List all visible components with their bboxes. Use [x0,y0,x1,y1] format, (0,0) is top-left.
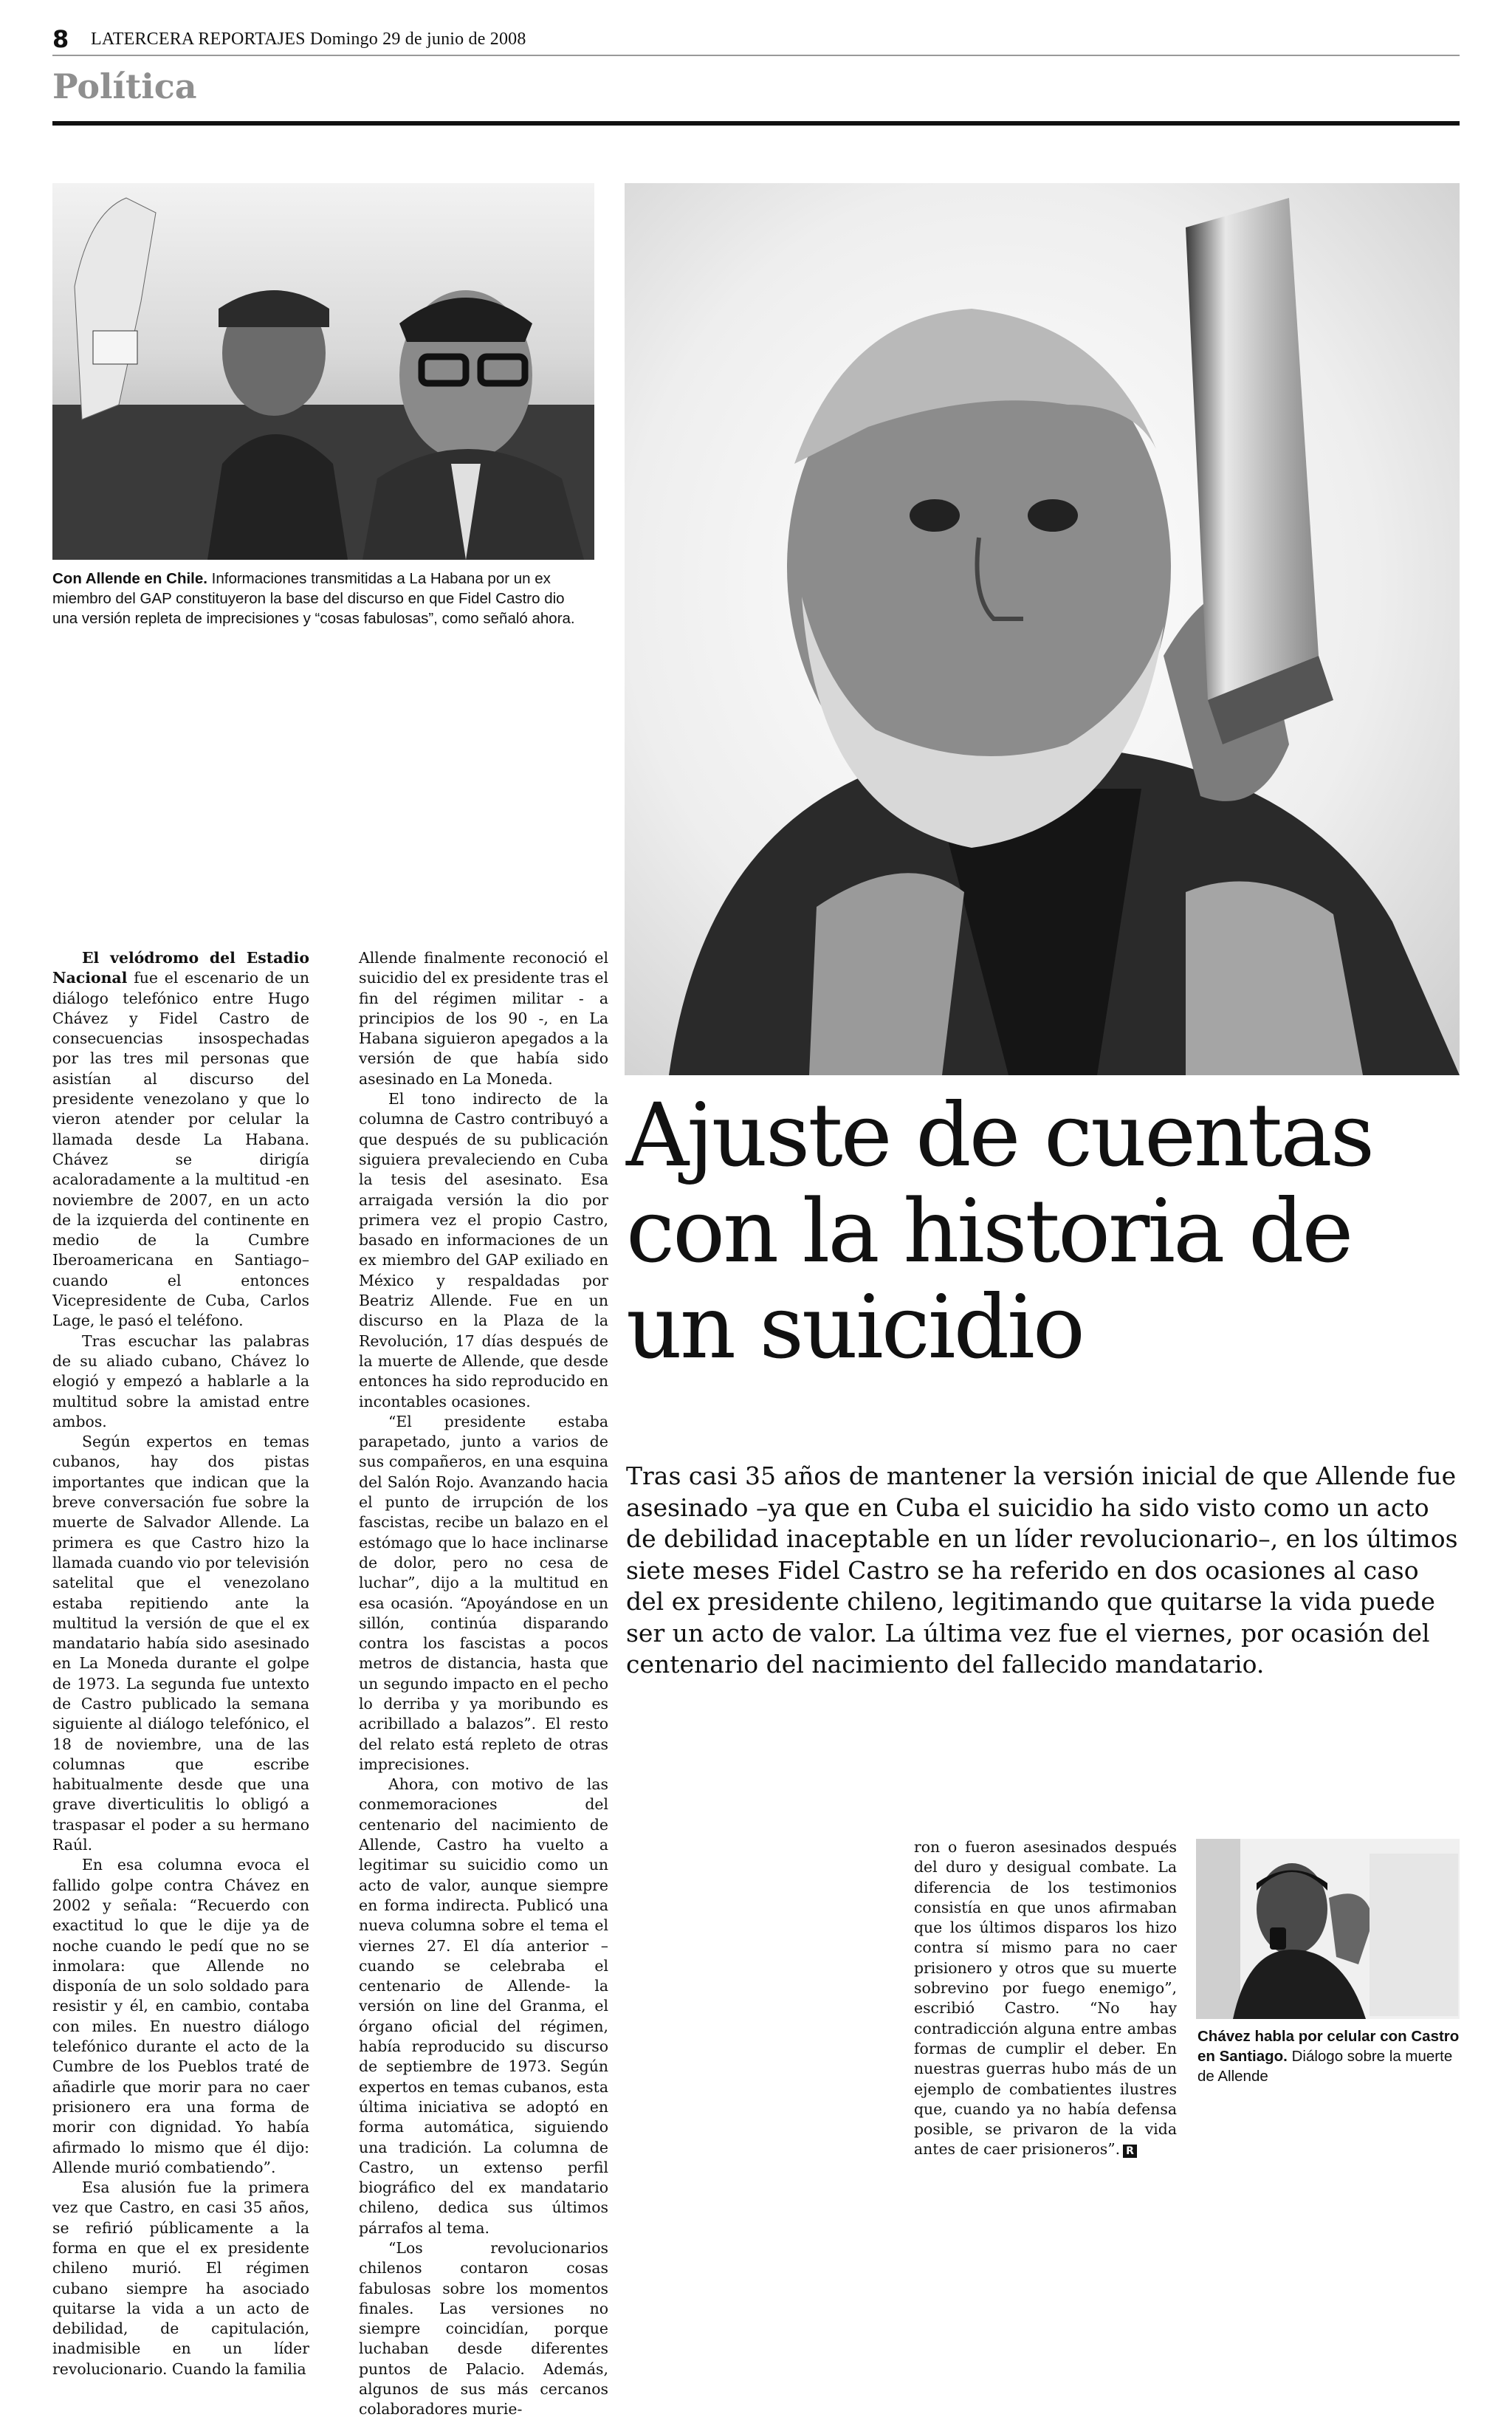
end-mark-icon: R [1123,2145,1137,2158]
section-title: Política [52,66,197,106]
photo-allende-castro [52,183,594,560]
body-paragraph: “El presidente estaba parapetado, junto a varios de sus compañeros, en una esquina del Salón Rojo. Avanzando hacia el punto de irrupción de los fascistas, recibe un balazo en el estómago que lo hace inclinarse de dolor, pero no cesa de luchar”, dijo a la multitud en esa ocasión. “Apoyándose en un sillón, continúa disparando contra los fascistas a pocos metros de distancia, hasta que un segundo impacto en el pecho lo derriba y ya moribundo es acribillado a balazos”. El resto del relato está repleto de otras imprecisiones. [359,1412,608,1773]
lead-paragraph: Tras casi 35 años de mantener la versión inicial de que Allende fue asesinado –ya que en Cuba el suicidio ha sido visto como un acto de debilidad inaceptable en un líder revolucionario–, en los últimos siete meses Fidel Castro se ha referido en dos ocasiones al caso del ex presidente chileno, legitimando que quitarse la vida puede ser un acto de valor. La última vez fue el viernes, por ocasión del centenario del nacimiento del fallecido mandatario. [626,1461,1458,1679]
page-header [52,21,1460,56]
body-paragraph [914,1837,1177,2160]
body-paragraph: Tras escuchar las palabras de su aliado cubano, Chávez lo elogió y empezó a hablarle a la multitud sobre la amistad entre ambos. [52,1331,309,1430]
body-lead-in: El velódromo del Estadio Nacional [52,949,309,987]
body-paragraph: Allende finalmente reconoció el suicidio del ex presidente tras el fin del régimen militar - a principios de los 90 -, en La Habana siguieron apegados a la versión de que había sido asesinado en La Moneda. [359,949,608,1088]
body-paragraph: El tono indirecto de la columna de Castro contribuyó a que después de su publicación siguiera prevaleciendo en Cuba la tesis del asesinato. Esa arraigada versión la dio por primera vez el propio Castro, basado en informaciones de un ex miembro del GAP exiliado en México y respaldadas por Beatriz Allende. Fue en un discurso en la Plaza de la Revolución, 17 días después de la muerte de Allende, que desde entonces ha sido reproducido en incontables ocasiones. [359,1090,608,1410]
page-number: 8 [52,25,69,53]
body-paragraph: Ahora, con motivo de las conmemoraciones del centenario del nacimiento de Allende, Castro ha vuelto a legitimar su suicidio como un acto de valor, aunque siempre en forma indirecta. Publicó una nueva columna sobre el tema el viernes 27. El día anterior –cuando se celebraba el centenario de Allende- la versión on line del Granma, el órgano oficial del régimen, había reproducido su discurso de septiembre de 1973. Según expertos en temas cubanos, esta última iniciativa se adoptó en forma automática, siguiendo una tradición. La columna de Castro, un extenso perfil biográfico del ex mandatario chileno, dedica sus últimos párrafos al tema. [359,1775,608,2237]
headline: Ajuste de cuentas con la historia de un suicidio [626,1084,1373,1378]
caption-text: Informaciones transmitidas a La Habana por un ex miembro del GAP constituyeron la base del discurso en que Fidel Castro dio una versión repleta de imprecisiones y “cosas fabulosas”, como señaló ahora. [52,570,575,627]
section-divider [52,121,1460,126]
photo-castro-with-book [625,183,1460,1075]
publication-line: LATERCERA REPORTAJES Domingo 29 de junio de 2008 [91,30,526,49]
body-column-1 [52,948,309,2379]
body-column-3 [914,1837,1177,2160]
caption-text: Diálogo sobre la muerte de Allende [1197,2048,1453,2085]
caption-lead: Chávez habla por celular con Castro en Santiago. [1197,2028,1460,2065]
body-paragraph: “Los revolucionarios chilenos contaron cosas fabulosas sobre los momentos finales. Las versiones no siempre coincidían, porque luchaban desde diferentes puntos de Palacio. Además, algunos de sus más cercanos colaboradores murie- [359,2239,608,2419]
body-text: ron o fueron asesinados después del duro y desigual combate. La diferencia de los testimonios consistía en que unos afirmaban que los últimos disparos los hizo contra sí mismo para no caer prisionero y otros que su muerte sobrevino por fuego enemigo”, escribió Castro. “No hay contradicción alguna entre ambas formas de cumplir el deber. En nuestras guerras hubo más de un ejemplo de combatientes ilustres que, cuando ya no había defensa posible, se privaron de la vida antes de caer prisioneros”. [914,1838,1177,2159]
body-column-2 [359,948,608,2420]
body-text: fue el escenario de un diálogo telefónico entre Hugo Chávez y Fidel Castro de consecuencias insospechadas por las tres mil personas que asistían al discurso del presidente venezolano y que lo vieron atender por celular la llamada desde La Habana. Chávez se dirigía acaloradamente a la multitud -en noviembre de 2007, en un acto de la izquierda del continente en medio de la Cumbre Iberoamericana en Santiago– cuando el entonces Vicepresidente de Cuba, Carlos Lage, le pasó el teléfono. [52,969,309,1330]
photo-caption-bottom [1197,2026,1462,2086]
photo-caption-top [52,569,584,628]
photo-chavez-phone [1196,1839,1460,2019]
caption-lead: Con Allende en Chile. [52,570,207,587]
body-paragraph: Según expertos en temas cubanos, hay dos pistas importantes que indican que la breve conversación fue sobre la muerte de Salvador Allende. La primera es que Castro hizo la llamada cuando vio por televisión satelital que el venezolano estaba repitiendo ante la multitud la versión de que el ex mandatario había sido asesinado en La Moneda durante el golpe de 1973. La segunda fue untexto de Castro publicado la semana siguiente al diálogo telefónico, el 18 de noviembre, una de las columnas que escribe habitualmente desde que una grave diverticulitis lo obligó a traspasar el poder a su hermano Raúl. [52,1433,309,1854]
body-paragraph: Esa alusión fue la primera vez que Castro, en casi 35 años, se refirió públicamente a la forma en que el ex presidente chileno murió. El régimen cubano siempre ha asociado quitarse la vida a un acto de debilidad, de capitulación, inadmisible en un líder revolucionario. Cuando la familia [52,2179,309,2378]
body-paragraph: En esa columna evoca el fallido golpe contra Chávez en 2002 y señala: “Recuerdo con exactitud lo que le dije ya de noche cuando le pedí que no se inmolara: que Allende no disponía de un solo soldado para resistir y él, en cambio, contaba con miles. En nuestro diálogo telefónico durante el acto de la Cumbre de los Pueblos traté de añadirle que morir para no caer prisionero era una forma de morir con dignidad. Yo había afirmado lo mismo que él dijo: Allende murió combatiendo”. [52,1856,309,2176]
body-paragraph [52,948,309,1331]
